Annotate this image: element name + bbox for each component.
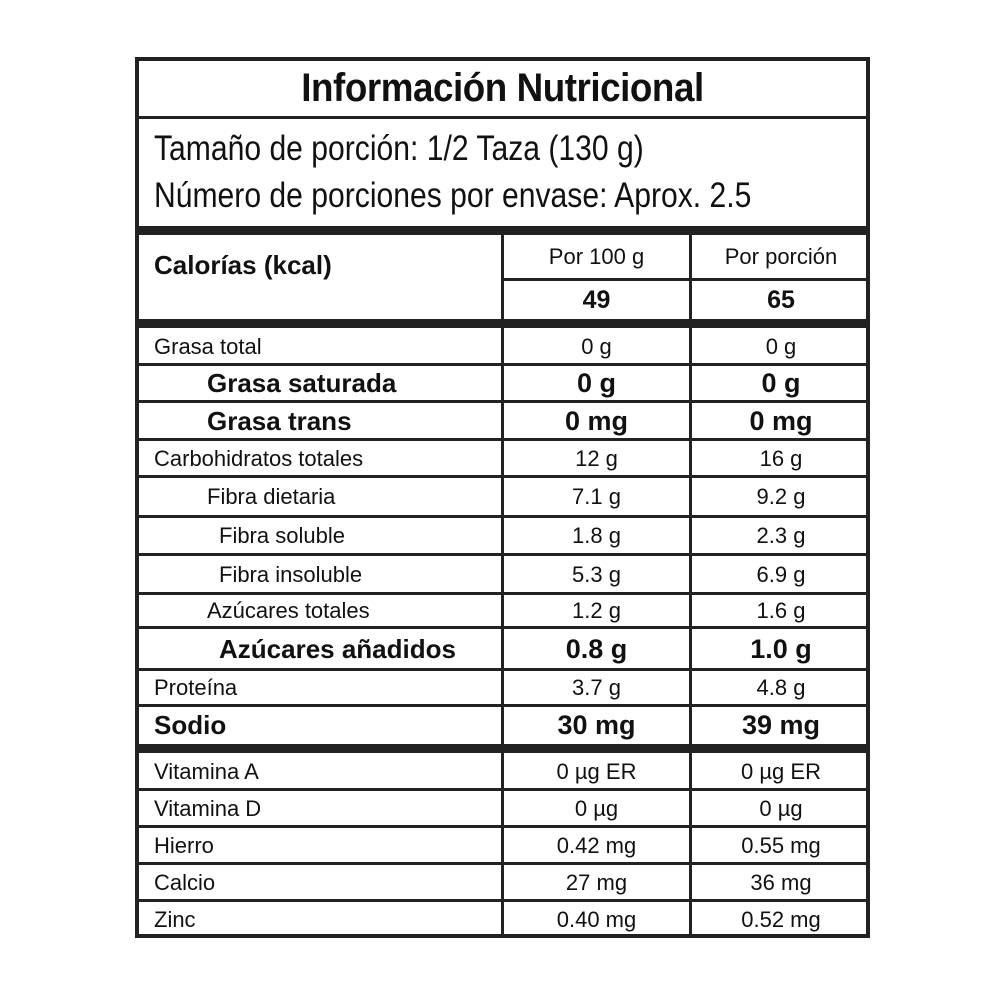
serving-info — [154, 125, 751, 219]
nutrient-per-serving: 0 g — [761, 368, 801, 398]
nutrient-per-100g: 0.42 mg — [556, 832, 637, 858]
calories-per-serving: 65 — [767, 285, 795, 314]
calories-per-100g: 49 — [582, 285, 611, 314]
nutrient-per-100g: 0 g — [576, 368, 616, 398]
nutrient-per-serving: 2.3 g — [756, 523, 806, 548]
nutrient-per-100g: 0 mg — [564, 405, 629, 436]
nutrient-per-serving: 9.2 g — [756, 484, 806, 509]
nutrient-per-100g: 27 mg — [565, 869, 628, 895]
nutrient-per-serving: 0 mg — [749, 405, 813, 436]
nutrient-per-serving: 1.0 g — [750, 633, 812, 664]
calories-label: Calorías (kcal) — [154, 249, 332, 280]
nutrient-label: Grasa trans — [207, 405, 352, 436]
column-divider-1 — [501, 235, 504, 934]
nutrient-per-100g: 30 mg — [557, 709, 636, 740]
serving-size: Tamaño de porción: 1/2 Taza (130 g) — [154, 129, 644, 168]
nutrient-label: Carbohidratos totales — [154, 445, 364, 471]
nutrient-per-100g: 0 µg ER — [556, 758, 637, 784]
nutrient-per-100g: 1.2 g — [572, 598, 621, 623]
nutrient-per-serving: 0.55 mg — [741, 832, 821, 858]
nutrient-label: Calcio — [154, 869, 216, 895]
nutrient-label: Vitamina D — [154, 795, 262, 821]
nutrient-per-100g: 0 µg — [574, 795, 619, 821]
nutrient-per-serving: 1.6 g — [756, 598, 806, 623]
nutrient-per-100g: 3.7 g — [572, 675, 621, 700]
column-divider-2 — [689, 235, 692, 934]
nutrient-label: Vitamina A — [154, 758, 259, 784]
servings-per-container: Número de porciones por envase: Aprox. 2.5 — [154, 176, 752, 215]
nutrient-label: Azúcares añadidos — [219, 633, 456, 664]
nutrient-per-100g: 0.40 mg — [556, 906, 637, 932]
nutrition-facts-panel — [135, 57, 870, 938]
nutrient-per-100g: 1.8 g — [572, 523, 621, 548]
nutrient-per-100g: 5.3 g — [572, 561, 621, 587]
panel-title: Información Nutricional — [301, 66, 704, 110]
nutrient-per-100g: 0 g — [581, 333, 612, 359]
nutrient-per-serving: 39 mg — [741, 709, 821, 740]
nutrient-label: Proteína — [154, 675, 238, 700]
nutrient-per-serving: 0 µg — [759, 795, 803, 821]
nutrient-per-serving: 6.9 g — [756, 561, 806, 587]
nutrient-per-100g: 0.8 g — [565, 633, 628, 664]
nutrient-label: Sodio — [154, 709, 227, 740]
col-header-per-serving: Por porción — [724, 244, 838, 269]
nutrient-per-serving: 16 g — [759, 445, 803, 471]
nutrient-per-serving: 4.8 g — [756, 675, 806, 700]
nutrient-label: Fibra dietaria — [207, 484, 336, 509]
nutrient-per-100g: 12 g — [575, 445, 618, 471]
serving-divider — [139, 226, 866, 235]
nutrient-label: Fibra soluble — [219, 523, 345, 548]
nutrient-label: Zinc — [154, 906, 196, 932]
nutrient-per-serving: 0 g — [765, 333, 797, 359]
nutrient-label: Hierro — [154, 832, 214, 858]
nutrient-label: Grasa saturada — [207, 368, 397, 398]
col-header-per-100g: Por 100 g — [548, 244, 645, 269]
nutrient-per-serving: 0 µg ER — [741, 758, 821, 784]
nutrient-per-serving: 0.52 mg — [741, 906, 821, 932]
nutrient-label: Azúcares totales — [207, 598, 370, 623]
title-divider — [139, 116, 866, 119]
nutrient-per-serving: 36 mg — [750, 869, 812, 895]
nutrient-label: Fibra insoluble — [219, 561, 363, 587]
nutrient-per-100g: 7.1 g — [572, 484, 621, 509]
nutrient-label: Grasa total — [154, 333, 262, 359]
